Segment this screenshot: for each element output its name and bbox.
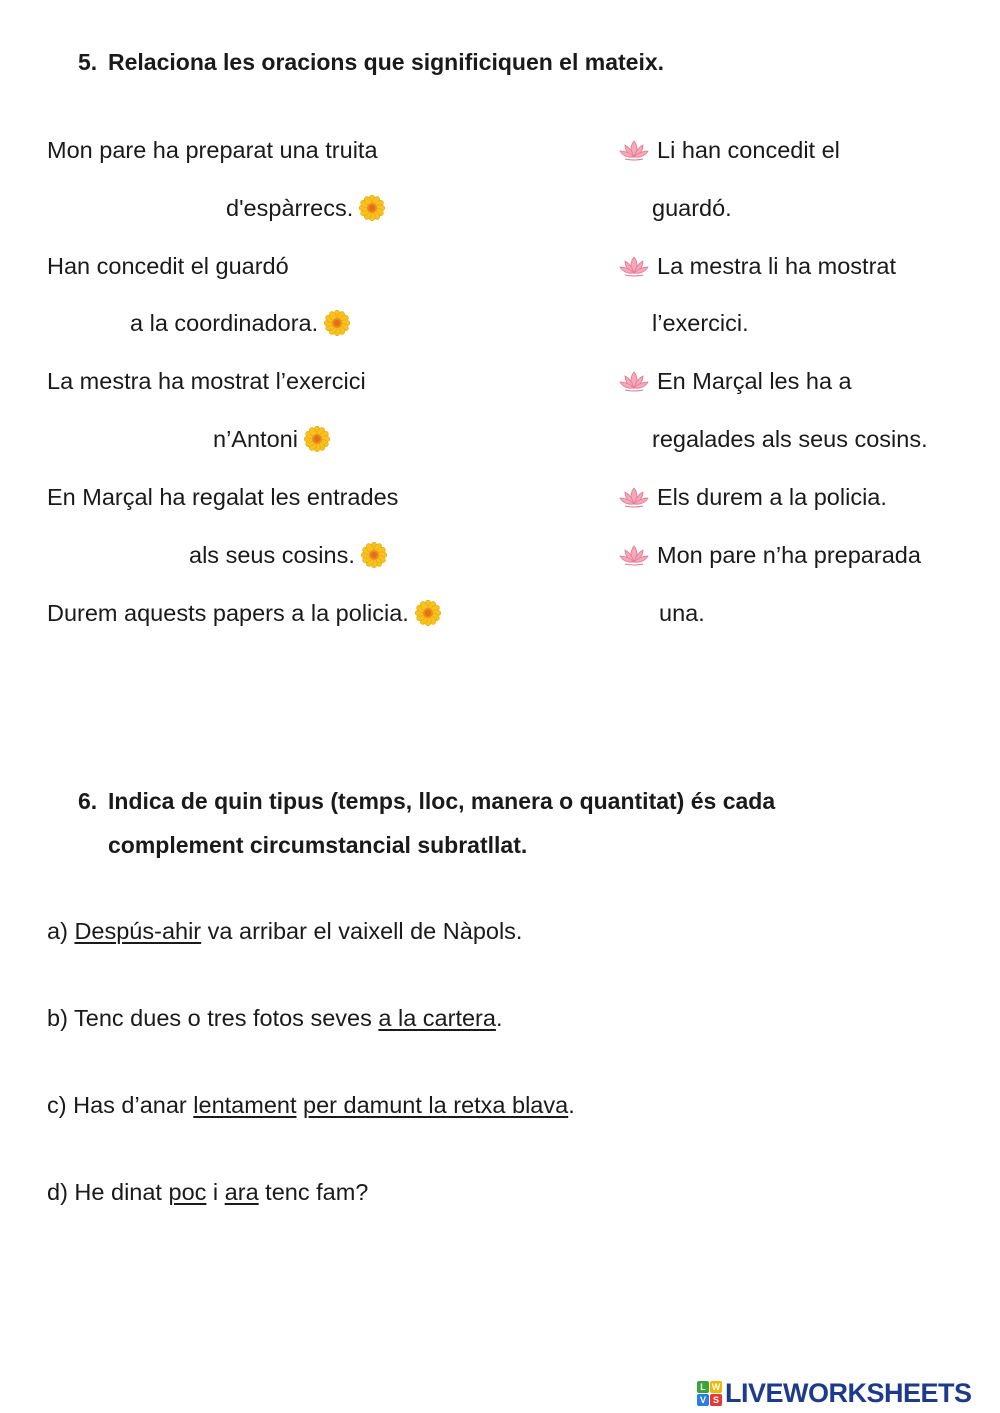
exercise5-number: 5.: [78, 49, 98, 75]
exercise6-number: 6.: [78, 788, 98, 814]
lotus-icon[interactable]: [619, 544, 649, 566]
sunflower-icon[interactable]: [304, 426, 330, 452]
left-sentence-2-line2: a la coordinadora.: [130, 310, 350, 337]
exercise6-item-b: b) Tenc dues o tres fotos seves a la cartera.: [47, 1005, 503, 1031]
lotus-icon[interactable]: [619, 255, 649, 277]
lotus-icon[interactable]: [619, 486, 649, 508]
underlined-complement: per damunt la retxa blava: [303, 1092, 569, 1118]
sunflower-icon[interactable]: [359, 195, 385, 221]
left-sentence-4-line2: als seus cosins.: [189, 542, 387, 569]
right-sentence-5-line2: una.: [659, 600, 705, 626]
right-sentence-3-line2: regalades als seus cosins.: [652, 426, 928, 452]
exercise6-item-c: c) Has d’anar lentament per damunt la retxa blava.: [47, 1092, 575, 1118]
logo-badge-icon: L W V S: [697, 1381, 722, 1406]
exercise6-heading-line1: [78, 788, 776, 815]
underlined-complement: ara: [224, 1179, 259, 1205]
sunflower-icon[interactable]: [324, 310, 350, 336]
left-sentence-3-line1: La mestra ha mostrat l’exercici: [47, 368, 366, 394]
exercise6-title-line2: complement circumstancial subratllat.: [108, 832, 528, 858]
right-sentence-4-line1: Els durem a la policia.: [619, 484, 887, 511]
underlined-complement: poc: [168, 1179, 207, 1205]
lotus-icon[interactable]: [619, 139, 649, 161]
exercise6-title-line1: Indica de quin tipus (temps, lloc, manera o quantitat) és cada: [108, 788, 776, 814]
logo-text: LIVEWORKSHEETS: [725, 1378, 972, 1408]
underlined-complement: lentament: [193, 1092, 297, 1118]
exercise5-title: Relaciona les oracions que significiquen el mateix.: [108, 49, 665, 75]
right-sentence-1-line1: Li han concedit el: [619, 137, 840, 164]
left-sentence-4-line1: En Marçal ha regalat les entrades: [47, 484, 399, 510]
right-sentence-3-line1: En Marçal les ha a: [619, 368, 852, 395]
left-sentence-3-line2: n’Antoni: [213, 426, 330, 453]
liveworksheets-logo[interactable]: [697, 1378, 972, 1409]
right-sentence-2-line2: l’exercici.: [652, 310, 749, 336]
exercise5-heading: [78, 49, 665, 76]
exercise6-item-d: d) He dinat poc i ara tenc fam?: [47, 1179, 369, 1205]
underlined-complement: a la cartera: [378, 1005, 496, 1031]
left-sentence-5-line1: Durem aquests papers a la policia.: [47, 600, 441, 627]
exercise6-item-a: a) Despús-ahir va arribar el vaixell de Nàpols.: [47, 918, 523, 944]
right-sentence-2-line1: La mestra li ha mostrat: [619, 253, 896, 280]
sunflower-icon[interactable]: [361, 542, 387, 568]
sunflower-icon[interactable]: [415, 600, 441, 626]
left-sentence-1-line1: Mon pare ha preparat una truita: [47, 137, 378, 163]
underlined-complement: Despús-ahir: [74, 918, 202, 944]
lotus-icon[interactable]: [619, 370, 649, 392]
right-sentence-1-line2: guardó.: [652, 195, 732, 221]
right-sentence-5-line1: Mon pare n’ha preparada: [619, 542, 921, 569]
left-sentence-1-line2: d'espàrrecs.: [226, 195, 385, 222]
left-sentence-2-line1: Han concedit el guardó: [47, 253, 289, 279]
